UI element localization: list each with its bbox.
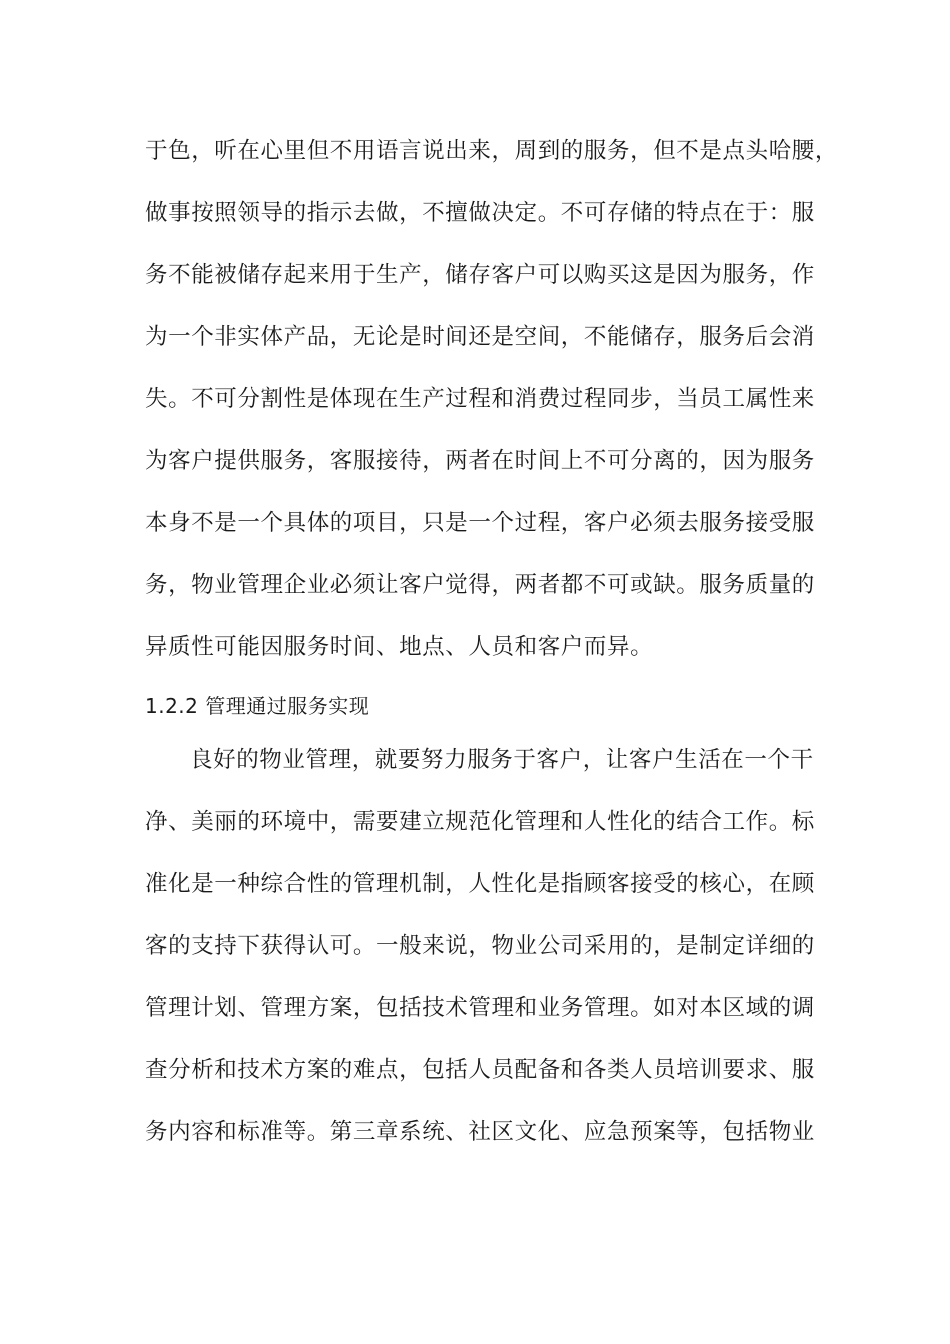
paragraph2-line-1: 良好的物业管理，就要努力服务于客户，让客户生活在一个干 <box>190 747 814 773</box>
paragraph2-line-3: 准化是一种综合性的管理机制，人性化是指顾客接受的核心，在顾 <box>145 871 815 897</box>
paragraph1-line-6: 为客户提供服务，客服接待，两者在时间上不可分离的，因为服务 <box>145 448 815 474</box>
paragraph2-line-6: 查分析和技术方案的难点，包括人员配备和各类人员培训要求、服 <box>145 1057 815 1083</box>
paragraph1-line-5: 失。不可分割性是体现在生产过程和消费过程同步，当员工属性来 <box>145 386 815 412</box>
paragraph1-line-7: 本身不是一个具体的项目，只是一个过程，客户必须去服务接受服 <box>145 510 815 536</box>
paragraph1-line-9: 异质性可能因服务时间、地点、人员和客户而异。 <box>145 634 654 660</box>
section-heading: 1.2.2 管理通过服务实现 <box>145 694 370 718</box>
paragraph1-line-2: 做事按照领导的指示去做，不擅做决定。不可存储的特点在于：服 <box>145 200 815 226</box>
paragraph1-line-4: 为一个非实体产品，无论是时间还是空间，不能储存，服务后会消 <box>145 324 815 350</box>
paragraph2-line-5: 管理计划、管理方案，包括技术管理和业务管理。如对本区域的调 <box>145 995 815 1021</box>
paragraph1-line-3: 务不能被储存起来用于生产，储存客户可以购买这是因为服务，作 <box>145 262 815 288</box>
paragraph1-line-1: 于色，听在心里但不用语言说出来，周到的服务，但不是点头哈腰， <box>145 138 839 164</box>
paragraph1-line-8: 务，物业管理企业必须让客户觉得，两者都不可或缺。服务质量的 <box>145 572 815 598</box>
paragraph2-line-7: 务内容和标准等。第三章系统、社区文化、应急预案等，包括物业 <box>145 1119 815 1145</box>
paragraph2-line-4: 客的支持下获得认可。一般来说，物业公司采用的，是制定详细的 <box>145 933 815 959</box>
paragraph2-line-2: 净、美丽的环境中，需要建立规范化管理和人性化的结合工作。标 <box>145 809 815 835</box>
